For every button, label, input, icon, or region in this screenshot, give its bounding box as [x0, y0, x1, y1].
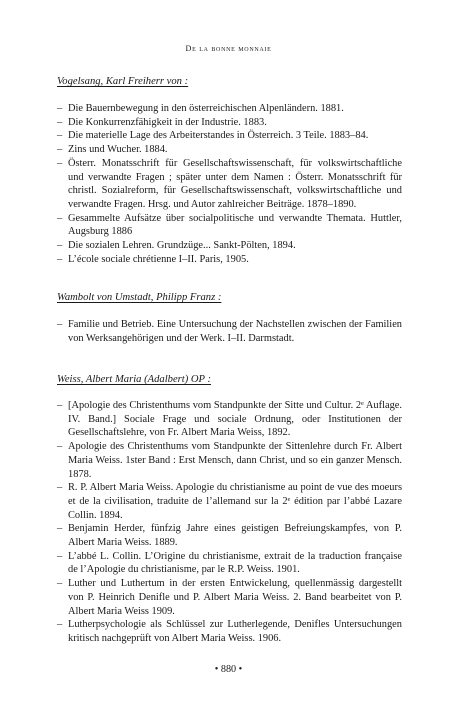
entry-text: [Apologie des Christenthums vom Standpunkte der Sitte und Cultur. 2ᵉ Auflage. IV. Band.] Sociale Frage und sociale Ordnung, oder Institutionen der Gesellschaftslehre, von Fr. Albert Maria Weiss, 1892.	[68, 400, 402, 439]
list-item	[57, 129, 402, 143]
list-item	[57, 522, 402, 549]
entry-text: R. P. Albert Maria Weiss. Apologie du christianisme au point de vue des moeurs et de la civilisation, traduite de l’allemand sur la 2ᵉ édition par l’abbé Lazare Collin. 1894.	[68, 482, 402, 521]
list-item	[57, 399, 402, 440]
list-item	[57, 440, 402, 481]
entry-text: Die sozialen Lehren. Grundzüge... Sankt-Pölten, 1894.	[68, 240, 296, 252]
dash-marker: –	[57, 212, 63, 224]
list-item	[57, 577, 402, 618]
list-item	[57, 618, 402, 645]
entry-text: Lutherpsychologie als Schlüssel zur Lutherlegende, Denifles Untersuchungen kritisch nachgeprüft von Albert Maria Weiss. 1906.	[68, 619, 402, 644]
dash-marker: –	[57, 130, 63, 142]
list-item	[57, 212, 402, 239]
bibliography-list-weiss	[57, 399, 402, 646]
dash-marker: –	[57, 441, 63, 453]
dash-marker: –	[57, 144, 63, 156]
list-item	[57, 143, 402, 157]
page-number: • 880 •	[214, 664, 243, 675]
entry-text: Österr. Monatsschrift für Gesellschaftswissenschaft, für volkswirtschaftliche und verwandte Fragen ; später unter dem Namen : Österr. Monatsschrift für christl. Sozialreform, für Gesellschaftswissenschaft, volkswirtschaftliche und verwandte Fragen. Hrsg. und Autor zahlreicher Beiträge. 1878–1890.	[68, 157, 402, 210]
entry-text: Die Konkurrenzfähigkeit in der Industrie. 1883.	[68, 116, 267, 128]
entry-text: Die materielle Lage des Arbeiterstandes in Österreich. 3 Teile. 1883–84.	[68, 130, 369, 142]
running-head: De la bonne monnaie	[185, 44, 272, 53]
dash-marker: –	[57, 116, 63, 128]
list-item	[57, 550, 402, 577]
entry-text: L’école sociale chrétienne I–II. Paris, 1905.	[68, 253, 249, 265]
list-item	[57, 157, 402, 212]
list-item	[57, 116, 402, 130]
dash-marker: –	[57, 400, 63, 411]
list-item	[57, 102, 402, 116]
dash-marker: –	[57, 619, 63, 631]
bibliography-list-vogelsang	[57, 102, 402, 266]
section-heading-vogelsang: Vogelsang, Karl Freiherr von :	[57, 76, 189, 87]
section-heading-weiss: Weiss, Albert Maria (Adalbert) OP :	[57, 374, 211, 385]
dash-marker: –	[57, 523, 63, 535]
dash-marker: –	[57, 319, 63, 330]
entry-text: L’abbé L. Collin. L’Origine du christianisme, extrait de la traduction française de l’Apologie du christianisme, par le R.P. Weiss. 1901.	[68, 550, 402, 576]
list-item	[57, 318, 402, 345]
dash-marker: –	[57, 482, 63, 494]
list-item	[57, 239, 402, 253]
list-item	[57, 253, 402, 267]
entry-text: Familie und Betrieb. Eine Untersuchung der Nachstellen zwischen der Familien von Werksangehörigen und der Werk. I–II. Darmstadt.	[68, 319, 402, 344]
section-heading-wambolt: Wambolt von Umstadt, Philipp Franz :	[57, 292, 222, 303]
dash-marker: –	[57, 578, 63, 590]
entry-text: Die Bauernbewegung in den österreichischen Alpenländern. 1881.	[68, 103, 344, 114]
entry-text: Apologie des Christenthums vom Standpunkte der Sittenlehre durch Fr. Albert Maria Weiss. 1ster Band : Erst Mensch, dann Christ, und so ein ganzer Mensch. 1878.	[68, 441, 402, 480]
dash-marker: –	[57, 103, 63, 114]
dash-marker: –	[57, 550, 63, 562]
dash-marker: –	[57, 240, 63, 252]
dash-marker: –	[57, 157, 63, 169]
entry-text: Luther und Luthertum in der ersten Entwickelung, quellenmässig dargestellt von P. Heinrich Denifle und P. Albert Maria Weiss. 2. Band bearbeitet von P. Albert Maria Weiss 1909.	[68, 578, 402, 617]
bibliography-list-wambolt	[57, 318, 402, 345]
entry-text: Gesammelte Aufsätze über socialpolitische und verwandte Themata. Huttler, Augsburg 1886	[68, 212, 402, 238]
entry-text: Zins und Wucher. 1884.	[68, 144, 168, 156]
entry-text: Benjamin Herder, fünfzig Jahre eines geistigen Befreiungskampfes, von P. Albert Maria Weiss. 1889.	[68, 523, 402, 549]
list-item	[57, 481, 402, 522]
dash-marker: –	[57, 253, 63, 265]
